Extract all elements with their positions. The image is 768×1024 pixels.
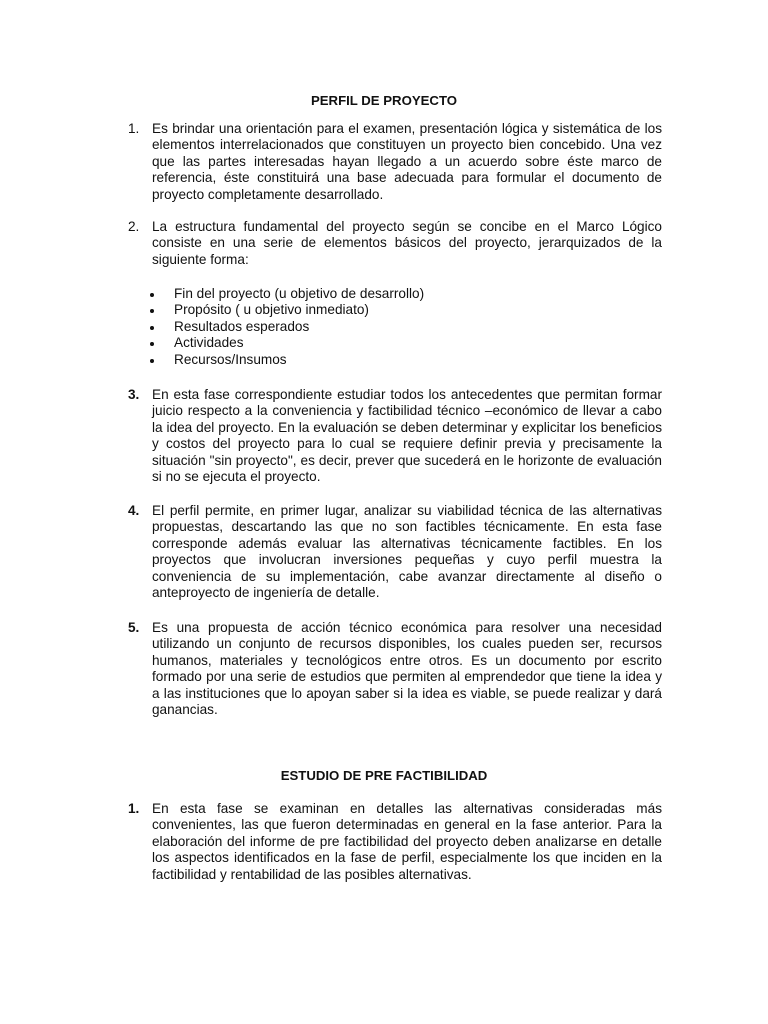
bullet-icon — [150, 293, 154, 297]
bullet-item — [150, 352, 650, 368]
item-number: 1. — [128, 801, 140, 816]
bullet-text: Fin del proyecto (u objetivo de desarrollo) — [174, 286, 425, 301]
item-number: 1. — [128, 121, 140, 136]
list-item-4 — [128, 503, 662, 601]
bullet-icon — [150, 326, 154, 330]
item-text: En esta fase correspondiente estudiar todos los antecedentes que permitan formar juicio respecto a la conveniencia y factibilidad técnico –económico de llevar a cabo la idea del proyecto. En la evaluación se deben determinar y explicitar los beneficios y costos del proyecto para lo cual se requiere definir previa y precisamente la situación "sin proyecto", es decir, prever que sucederá en le horizonte de evaluación si no se ejecuta el proyecto. — [152, 387, 662, 485]
section-title-prefactibilidad: ESTUDIO DE PRE FACTIBILIDAD — [280, 768, 488, 783]
item-text: Es una propuesta de acción técnico económica para resolver una necesidad utilizando un conjunto de recursos disponibles, los cuales pueden ser, recursos humanos, materiales y tecnológicos entre otros. Es un documento por escrito formado por una serie de estudios que permiten al emprendedor que tiene la idea y a las instituciones que lo apoyan saber si la idea es viable, se puede realizar y dará ganancias. — [152, 620, 662, 718]
bullet-icon — [150, 342, 154, 346]
section-title-perfil: PERFIL DE PROYECTO — [310, 93, 458, 108]
item-number: 3. — [128, 387, 140, 402]
list-item-2 — [128, 219, 662, 268]
item-text: Es brindar una orientación para el examen, presentación lógica y sistemática de los elementos interrelacionados que constituyen un proyecto bien concebido. Una vez que las partes interesadas hayan llegado a un acuerdo sobre éste marco de referencia, éste constituirá una base adecuada para formular el documento de proyecto completamente desarrollado. — [152, 121, 662, 202]
list-item-1 — [128, 121, 662, 203]
item-number: 2. — [128, 219, 140, 234]
list-item-5 — [128, 620, 662, 718]
bullet-text: Resultados esperados — [174, 318, 310, 334]
item-number: 4. — [128, 503, 140, 518]
bullet-item — [150, 302, 650, 318]
list-item-prefactibilidad-1 — [128, 801, 662, 883]
list-item-3 — [128, 387, 662, 485]
bullet-item — [150, 335, 650, 351]
bullet-icon — [150, 309, 154, 313]
item-text: La estructura fundamental del proyecto según se concibe en el Marco Lógico consiste en una serie de elementos básicos del proyecto, jerarquizados de la siguiente forma: — [152, 219, 662, 267]
bullet-icon — [150, 359, 154, 363]
item-number: 5. — [128, 620, 140, 635]
bullet-text: Recursos/Insumos — [174, 351, 287, 367]
bullet-text: Propósito ( u objetivo inmediato) — [174, 302, 369, 318]
bullet-item — [150, 286, 650, 302]
bullet-list — [150, 286, 650, 368]
bullet-text: Actividades — [174, 335, 244, 351]
bullet-item — [150, 319, 650, 335]
item-text: En esta fase se examinan en detalles las alternativas consideradas más convenientes, las que fueron determinadas en general en la fase anterior. Para la elaboración del informe de pre factibilidad del proyecto deben analizarse en detalle los aspectos identificados en la fase de perfil, especialmente los que inciden en la factibilidad y rentabilidad de las posibles alternativas. — [152, 801, 662, 882]
item-text: El perfil permite, en primer lugar, analizar su viabilidad técnica de las alternativas propuestas, descartando las que no son factibles técnicamente. En esta fase corresponde además evaluar las alternativas técnicamente factibles. En los proyectos que involucran inversiones pequeñas y cuyo perfil muestra la conveniencia de su implementación, cabe avanzar directamente al diseño o anteproyecto de ingeniería de detalle. — [152, 503, 662, 601]
